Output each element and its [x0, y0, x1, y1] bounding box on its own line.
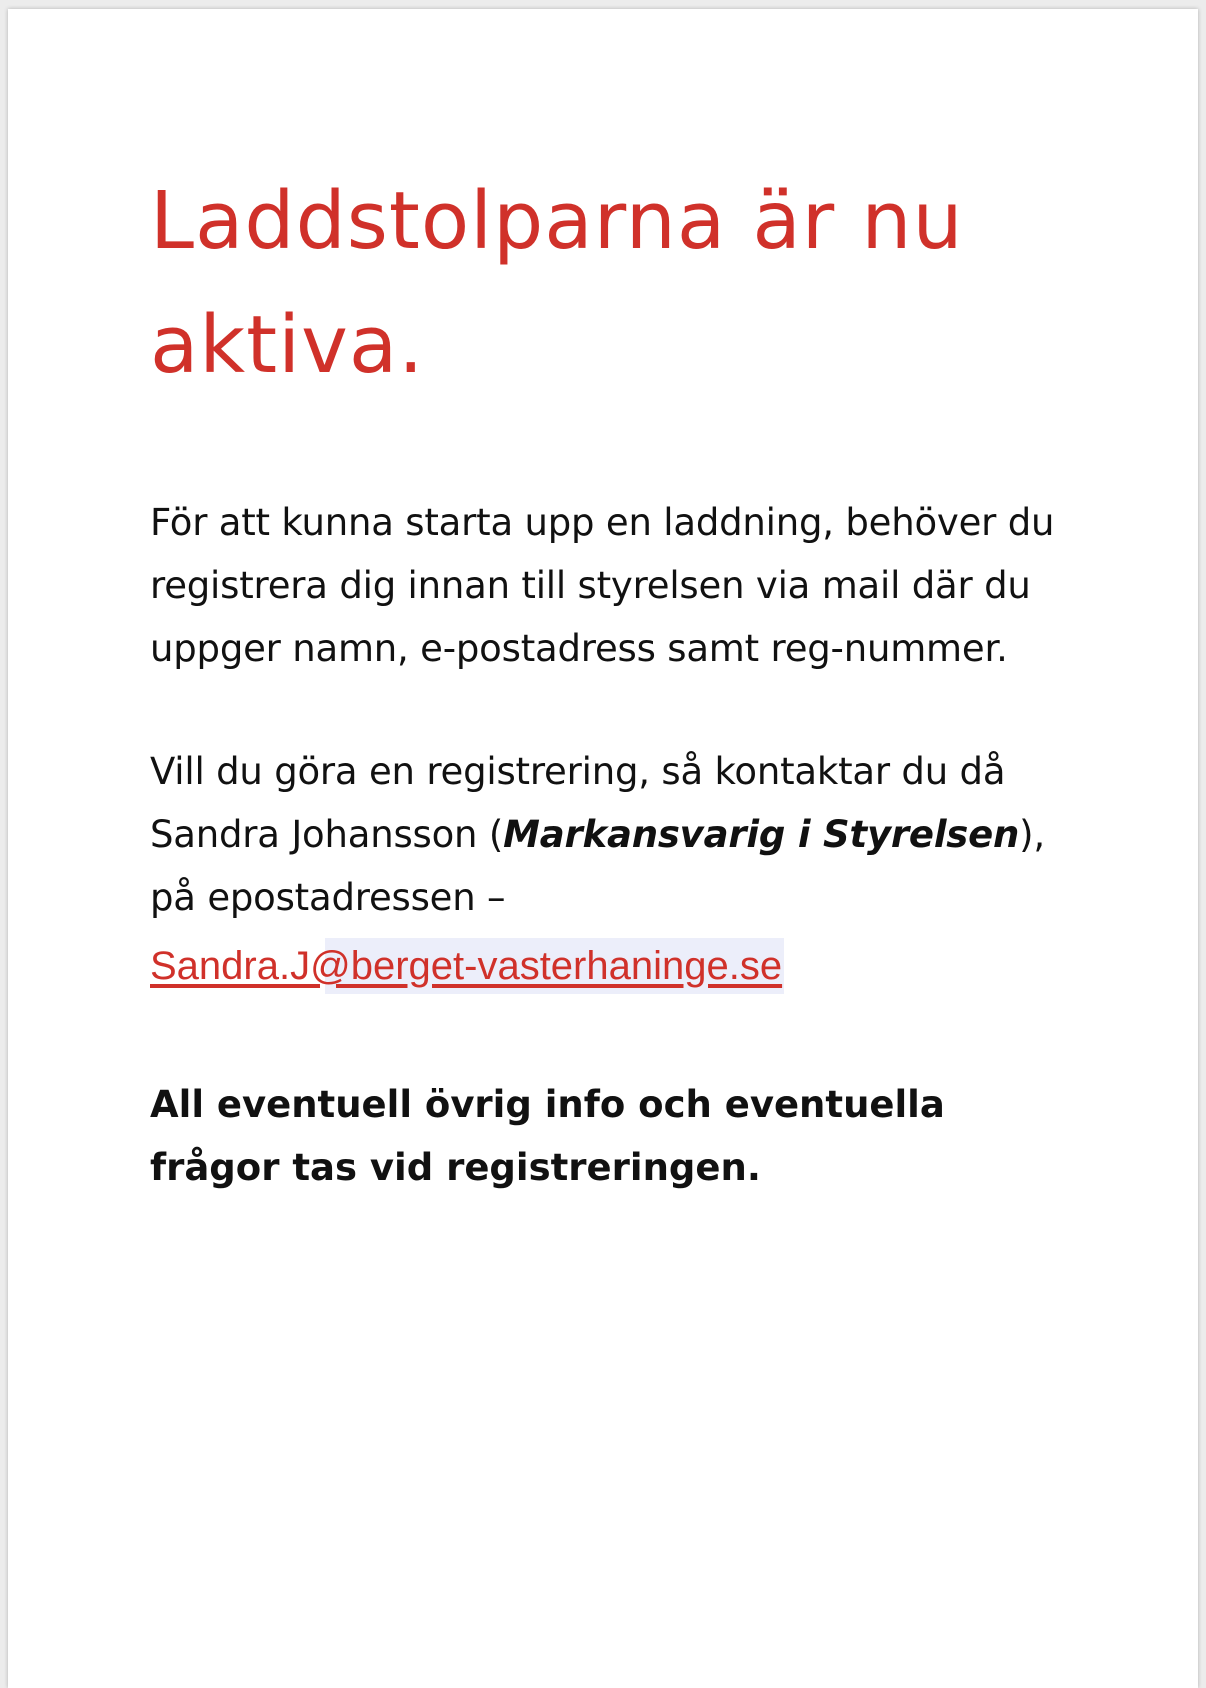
page-title — [150, 159, 1070, 407]
closing-note: All eventuell övrig info och eventuella frågor tas vid registreringen. — [150, 1083, 945, 1189]
document-page — [8, 9, 1198, 1688]
contact-paragraph — [150, 740, 1070, 929]
registration-instructions: För att kunna starta upp en laddning, behöver du registrera dig innan till styrelsen via mail där du uppger namn, e-postadress samt reg-nummer. — [150, 501, 1055, 670]
document-content — [150, 159, 1070, 1236]
contact-email-link[interactable]: Sandra.J@berget-vasterhaninge.se — [150, 938, 784, 994]
contact-text-before: Vill du göra en registrering, så kontaktar du då Sandra Johansson ( — [150, 750, 1006, 856]
contact-text-after: ), på epostadressen – — [150, 813, 1045, 919]
contact-role: Markansvarig i Styrelsen — [503, 813, 1020, 856]
title-line-1: Laddstolparna är nu — [150, 175, 964, 267]
title-line-2: aktiva. — [150, 299, 425, 391]
email-line — [150, 929, 1070, 1003]
